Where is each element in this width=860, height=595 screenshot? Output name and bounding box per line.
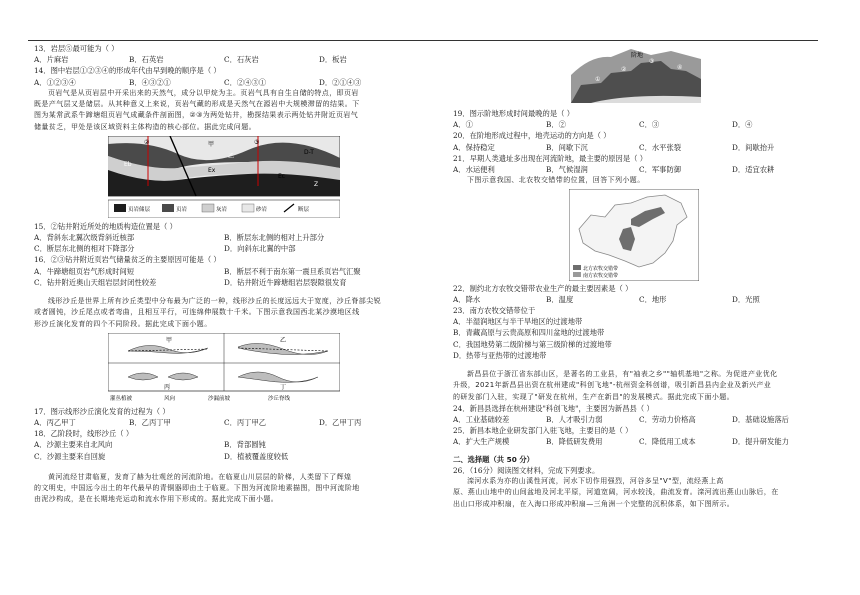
q24-option-b[interactable]: B．人才吸引力弱 bbox=[546, 415, 603, 425]
q13-options bbox=[34, 54, 414, 65]
q15-option-b[interactable]: B．断层东北侧的相对上升部分 bbox=[224, 233, 325, 243]
q16-options-row1 bbox=[34, 266, 414, 277]
q20-option-a[interactable]: A．保持稳定 bbox=[453, 142, 495, 152]
q16-option-a[interactable]: A．牛蹄塘组页岩气形成时间短 bbox=[34, 266, 135, 276]
geo-legend-1: 页岩储层 bbox=[128, 206, 151, 213]
dune-legend-4: 沙丘脊线 bbox=[268, 395, 291, 402]
q24-option-c[interactable]: C．劳动力价格高 bbox=[639, 415, 696, 425]
q21-option-b[interactable]: B．气候湿润 bbox=[546, 165, 588, 175]
q16-option-b[interactable]: B．断层不利于南东第一震旦系页岩气汇聚 bbox=[224, 266, 361, 276]
terrace-figure bbox=[571, 45, 701, 105]
q14-option-a[interactable]: A．①②③④ bbox=[34, 77, 76, 87]
q14-option-d[interactable]: D．②①④③ bbox=[319, 77, 362, 87]
q23-option-a[interactable]: A．半湿润地区与半干旱地区的过渡地带 bbox=[453, 317, 583, 327]
q16-stem: 16．②③钻井附近页岩气储量贫乏的主要原因可能是（ ） bbox=[34, 255, 221, 265]
q25-option-b[interactable]: B．降低研发费用 bbox=[546, 437, 603, 447]
dune-figure bbox=[108, 333, 340, 403]
q16-option-c[interactable]: C．钻井附近奥山天组岩层封闭性较差 bbox=[34, 277, 157, 287]
q18-stem: 18．乙阶段时，线形沙丘（ ） bbox=[34, 429, 134, 439]
geo-label-ec: Ec bbox=[278, 172, 286, 180]
q22-option-d[interactable]: D．光照 bbox=[732, 294, 760, 304]
passage4-line-1: 新昌县位于浙江省东部山区，是著名的工业县，有"袖表之乡""轴机基地"之称。为促进产业优化 bbox=[467, 370, 778, 379]
map-intro: 下图示意我国、北农牧交错带的位置，回答下列小题。 bbox=[467, 176, 645, 185]
map-legend-swatch-2 bbox=[573, 272, 581, 277]
q15-option-d[interactable]: D．向斜东北翼的中部 bbox=[224, 244, 296, 254]
geo-label-well2: ② bbox=[144, 138, 150, 146]
q23-stem: 23．南方农牧交错带位于 bbox=[453, 306, 536, 316]
q24-option-a[interactable]: A．工业基础较差 bbox=[453, 415, 510, 425]
q22-option-a[interactable]: A．降水 bbox=[453, 294, 481, 304]
map-legend-2: 南方农牧交错带 bbox=[583, 272, 619, 279]
q18-option-c[interactable]: C．沙源主要来自回旋 bbox=[34, 451, 106, 461]
q22-option-c[interactable]: C．地形 bbox=[639, 294, 667, 304]
passage1-line-3: 图为某常武系牛蹄塘组页岩气成藏条件剖面图，②③为两处钻井，勘探结果表示两处钻井附近页岩气 bbox=[34, 111, 359, 120]
map-figure bbox=[569, 189, 699, 281]
q23-option-d[interactable]: D．热带与亚热带的过渡地带 bbox=[453, 350, 547, 360]
left-column bbox=[34, 43, 414, 506]
passage1-line-2: 既是产气层又是储层。从其种意义上来说，页岩气藏的形成是天然气在源岩中大规模滞留的结果。下 bbox=[34, 100, 360, 109]
q22-stem: 22．制约北方农牧交错带农业生产的最主要因素是（ ） bbox=[453, 283, 633, 293]
terrace-label-2: ② bbox=[621, 66, 627, 73]
q21-option-c[interactable]: C．军事防御 bbox=[639, 165, 682, 175]
q25-option-d[interactable]: D．提升研发能力 bbox=[732, 437, 789, 447]
geo-label-jia: 甲 bbox=[208, 140, 215, 148]
q17-options bbox=[34, 417, 414, 428]
q15-options-row1 bbox=[34, 232, 414, 243]
passage3-line-1: 黄河流经甘肃临夏，发育了赫为壮观丝的河流阶地。在临夏山川层层的阶梯，人类留下了辉煌 bbox=[48, 472, 352, 481]
map-legend-1: 北方农牧交错带 bbox=[583, 265, 619, 272]
geo-legend-swatch-1 bbox=[114, 204, 126, 212]
q23-option-b[interactable]: B．青藏高原与云贵高原和四川盆地的过渡地带 bbox=[453, 328, 605, 338]
dune-label-jia: 甲 bbox=[166, 336, 173, 344]
q18-option-d[interactable]: D．植被覆盖度较低 bbox=[224, 451, 289, 461]
map-svg bbox=[569, 189, 699, 281]
q23-option-c[interactable]: C．我国地势第二级阶梯与第三级阶梯的过渡地带 bbox=[453, 339, 612, 349]
q18-options-row2 bbox=[34, 451, 414, 462]
geo-legend-swatch-3 bbox=[202, 204, 214, 212]
q15-options-row2 bbox=[34, 243, 414, 254]
right-column bbox=[453, 43, 825, 510]
q20-option-b[interactable]: B．间歇下沉 bbox=[546, 142, 588, 152]
geo-label-dt: D-T bbox=[304, 148, 314, 156]
q19-option-b[interactable]: B．② bbox=[546, 120, 566, 130]
q19-stem: 19．图示阶地形成时间最晚的是（ ） bbox=[453, 109, 575, 118]
dune-legend-1: 灌丛植被 bbox=[110, 395, 133, 402]
dune-legend-3: 沙漏前坡 bbox=[208, 395, 231, 402]
terrace-label-3: ③ bbox=[649, 58, 655, 65]
q19-option-c[interactable]: C．③ bbox=[639, 120, 660, 130]
geo-legend-swatch-4 bbox=[242, 204, 254, 212]
passage1-line-4: 储量贫乏，甲处是该区域资料主体构造的核心部位。据此完成问题。 bbox=[34, 122, 256, 131]
passage2-line-2: 或者圆钝，沙丘尾点或者弯曲，且相互平行，可连绵伸展数十千米。下图示意我国西北某沙漠地区线 bbox=[34, 308, 360, 317]
q13-stem: 13．岩层⑤最可能为（ ） bbox=[34, 44, 119, 53]
q15-option-a[interactable]: A．背斜东北翼次级背斜近核部 bbox=[34, 233, 135, 243]
passage4-line-2: 升级，2021年新昌县出资在杭州建成"科创飞地"-杭州资金科创谱，吸引新昌县内企业及新兴产业 bbox=[453, 381, 772, 390]
passage3-line-2: 的文明史，中国远今出土的年代最早的青铜器即由土于临夏。下图为河流阶地素描图，图中河流阶地 bbox=[34, 484, 360, 493]
q20-option-c[interactable]: C．水平张裂 bbox=[639, 142, 682, 152]
q25-stem: 25．新昌本地企业研发部门入驻飞地，主要目的是（ ） bbox=[453, 426, 633, 436]
dune-label-ding: 丁 bbox=[280, 383, 287, 391]
dune-label-bing: 丙 bbox=[164, 383, 171, 391]
q24-options bbox=[453, 414, 825, 425]
q16-option-d[interactable]: D．钻井附近牛蹄塘组岩层裂隙很发育 bbox=[224, 277, 347, 287]
q19-option-d[interactable]: D．④ bbox=[732, 120, 753, 130]
q26-stem: 26．（16分）阅读图文材料，完成下列要求。 bbox=[453, 465, 600, 475]
q14-option-c[interactable]: C．②④③① bbox=[224, 77, 267, 87]
q18-option-b[interactable]: B．背部圆钝 bbox=[224, 440, 266, 450]
q25-options bbox=[453, 436, 825, 447]
q21-options bbox=[453, 164, 825, 175]
q24-stem: 24．新昌县选择在杭州建设"科创飞地"，主要因为新昌县（ ） bbox=[453, 403, 654, 413]
passage5-line-1: 滦河水系为亦的山溪性河流，河水下切作用强烈，河谷多呈"V"型，流经燕上高 bbox=[467, 477, 724, 486]
passage2-line-3: 形沙丘演化发育的四个不同阶段。据此完成下面小题。 bbox=[34, 319, 212, 328]
q13-option-a[interactable]: A．片麻岩 bbox=[34, 55, 69, 65]
page-top-rule bbox=[28, 40, 818, 41]
q13-option-b[interactable]: B．石英岩 bbox=[129, 55, 164, 65]
geo-legend-2: 页岩 bbox=[176, 206, 188, 213]
q15-option-c[interactable]: C．断层东北侧的相对下降部分 bbox=[34, 244, 135, 254]
passage2-line-1: 线形沙丘是世界上所有沙丘类型中分布最为广泛的一种，线形沙丘的长度远远大于宽度，沙丘脊部尖锐 bbox=[48, 297, 381, 306]
q22-option-b[interactable]: B．温度 bbox=[546, 294, 574, 304]
q14-options bbox=[34, 77, 414, 88]
map-legend-swatch-1 bbox=[573, 265, 581, 270]
q19-option-a[interactable]: A．① bbox=[453, 120, 473, 130]
passage3-line-3: 由泥沙构成，是在长期地壳运动和流水作用下形成的。据此完成下面小题。 bbox=[34, 495, 279, 504]
dune-label-yi: 乙 bbox=[280, 336, 287, 344]
terrace-label-4: ④ bbox=[677, 64, 683, 71]
q18-options-row1 bbox=[34, 439, 414, 450]
passage1-line-1: 页岩气是从页岩层中开采出来的天然气，成分以甲烷为主。页岩气具有自生自储的特点，即页岩 bbox=[48, 88, 359, 97]
q13-option-c[interactable]: C．石灰岩 bbox=[224, 55, 259, 65]
geo-label-yi: 乙 bbox=[228, 152, 235, 160]
q17-option-b[interactable]: B．乙丙丁甲 bbox=[129, 418, 171, 428]
q13-option-d[interactable]: D．板岩 bbox=[319, 55, 347, 65]
q14-stem: 14．图中岩层①②③④的形成年代由早到晚的顺序是（ ） bbox=[34, 66, 221, 76]
geo-label-eb: Eb bbox=[124, 160, 132, 168]
q19-options bbox=[453, 119, 825, 130]
q17-option-d[interactable]: D．乙甲丁丙 bbox=[319, 418, 362, 428]
geo-label-ex: Ex bbox=[208, 166, 216, 174]
terrace-label-1: ① bbox=[595, 76, 601, 83]
q25-option-a[interactable]: A．扩大生产规模 bbox=[453, 437, 510, 447]
q18-option-a[interactable]: A．沙源主要来自北风向 bbox=[34, 440, 113, 450]
q16-options-row2 bbox=[34, 277, 414, 288]
dune-legend-2: 风向 bbox=[164, 395, 176, 402]
q17-stem: 17．图示线形沙丘演化发育的过程为（ ） bbox=[34, 406, 170, 416]
geo-label-z: Z bbox=[314, 180, 319, 188]
geo-legend-3: 灰岩 bbox=[216, 206, 228, 213]
q20-stem: 20．在阶地形成过程中，地壳运动的方向是（ ） bbox=[453, 131, 611, 141]
q22-options bbox=[453, 294, 825, 305]
q15-stem: 15．②钻井附近所处的地质构造位置是（ ） bbox=[34, 221, 177, 231]
q21-option-a[interactable]: A．水运便利 bbox=[453, 165, 495, 175]
geo-legend-5: 断层 bbox=[298, 206, 310, 213]
q21-option-d[interactable]: D．适宜农耕 bbox=[732, 165, 775, 175]
q24-option-d[interactable]: D．基础设施落后 bbox=[732, 415, 789, 425]
q14-option-b[interactable]: B．④③②① bbox=[129, 77, 171, 87]
q21-stem: 21．早期人类遗址多出现在河流阶地，最主要的原因是（ ） bbox=[453, 153, 648, 163]
geo-section-figure bbox=[108, 136, 340, 218]
terrace-svg bbox=[571, 45, 701, 105]
q20-options bbox=[453, 142, 825, 153]
geo-legend-swatch-2 bbox=[162, 204, 174, 212]
q17-option-c[interactable]: C．丙丁甲乙 bbox=[224, 418, 267, 428]
section-2-heading: 二、选择题（共 50 分） bbox=[453, 454, 534, 464]
geo-section-svg bbox=[108, 136, 340, 218]
q17-option-a[interactable]: A．丙乙甲丁 bbox=[34, 418, 76, 428]
geo-label-well3: ③ bbox=[254, 138, 260, 146]
q25-option-c[interactable]: C．降低用工成本 bbox=[639, 437, 696, 447]
q20-option-d[interactable]: D．间歇抬升 bbox=[732, 142, 775, 152]
passage5-line-3: 出山口形成冲积扇，在入海口形成冲积扇—三角洲一个完整的沉积体系，如下图所示。 bbox=[453, 499, 735, 508]
geo-legend-4: 砂岩 bbox=[256, 206, 268, 213]
terrace-label: 阶地 bbox=[631, 52, 644, 59]
passage4-line-3: 的研发部门入驻，实现了"研发在杭州，生产在新昌"的发展模式。据此完成下面小题。 bbox=[453, 392, 735, 401]
dune-svg bbox=[108, 333, 340, 403]
passage5-line-2: 原、燕山山地中的山间盆地及河北平原，河道宽阔，河水较浅，曲流发育。滦河流出燕山山脉后，在 bbox=[453, 488, 779, 497]
